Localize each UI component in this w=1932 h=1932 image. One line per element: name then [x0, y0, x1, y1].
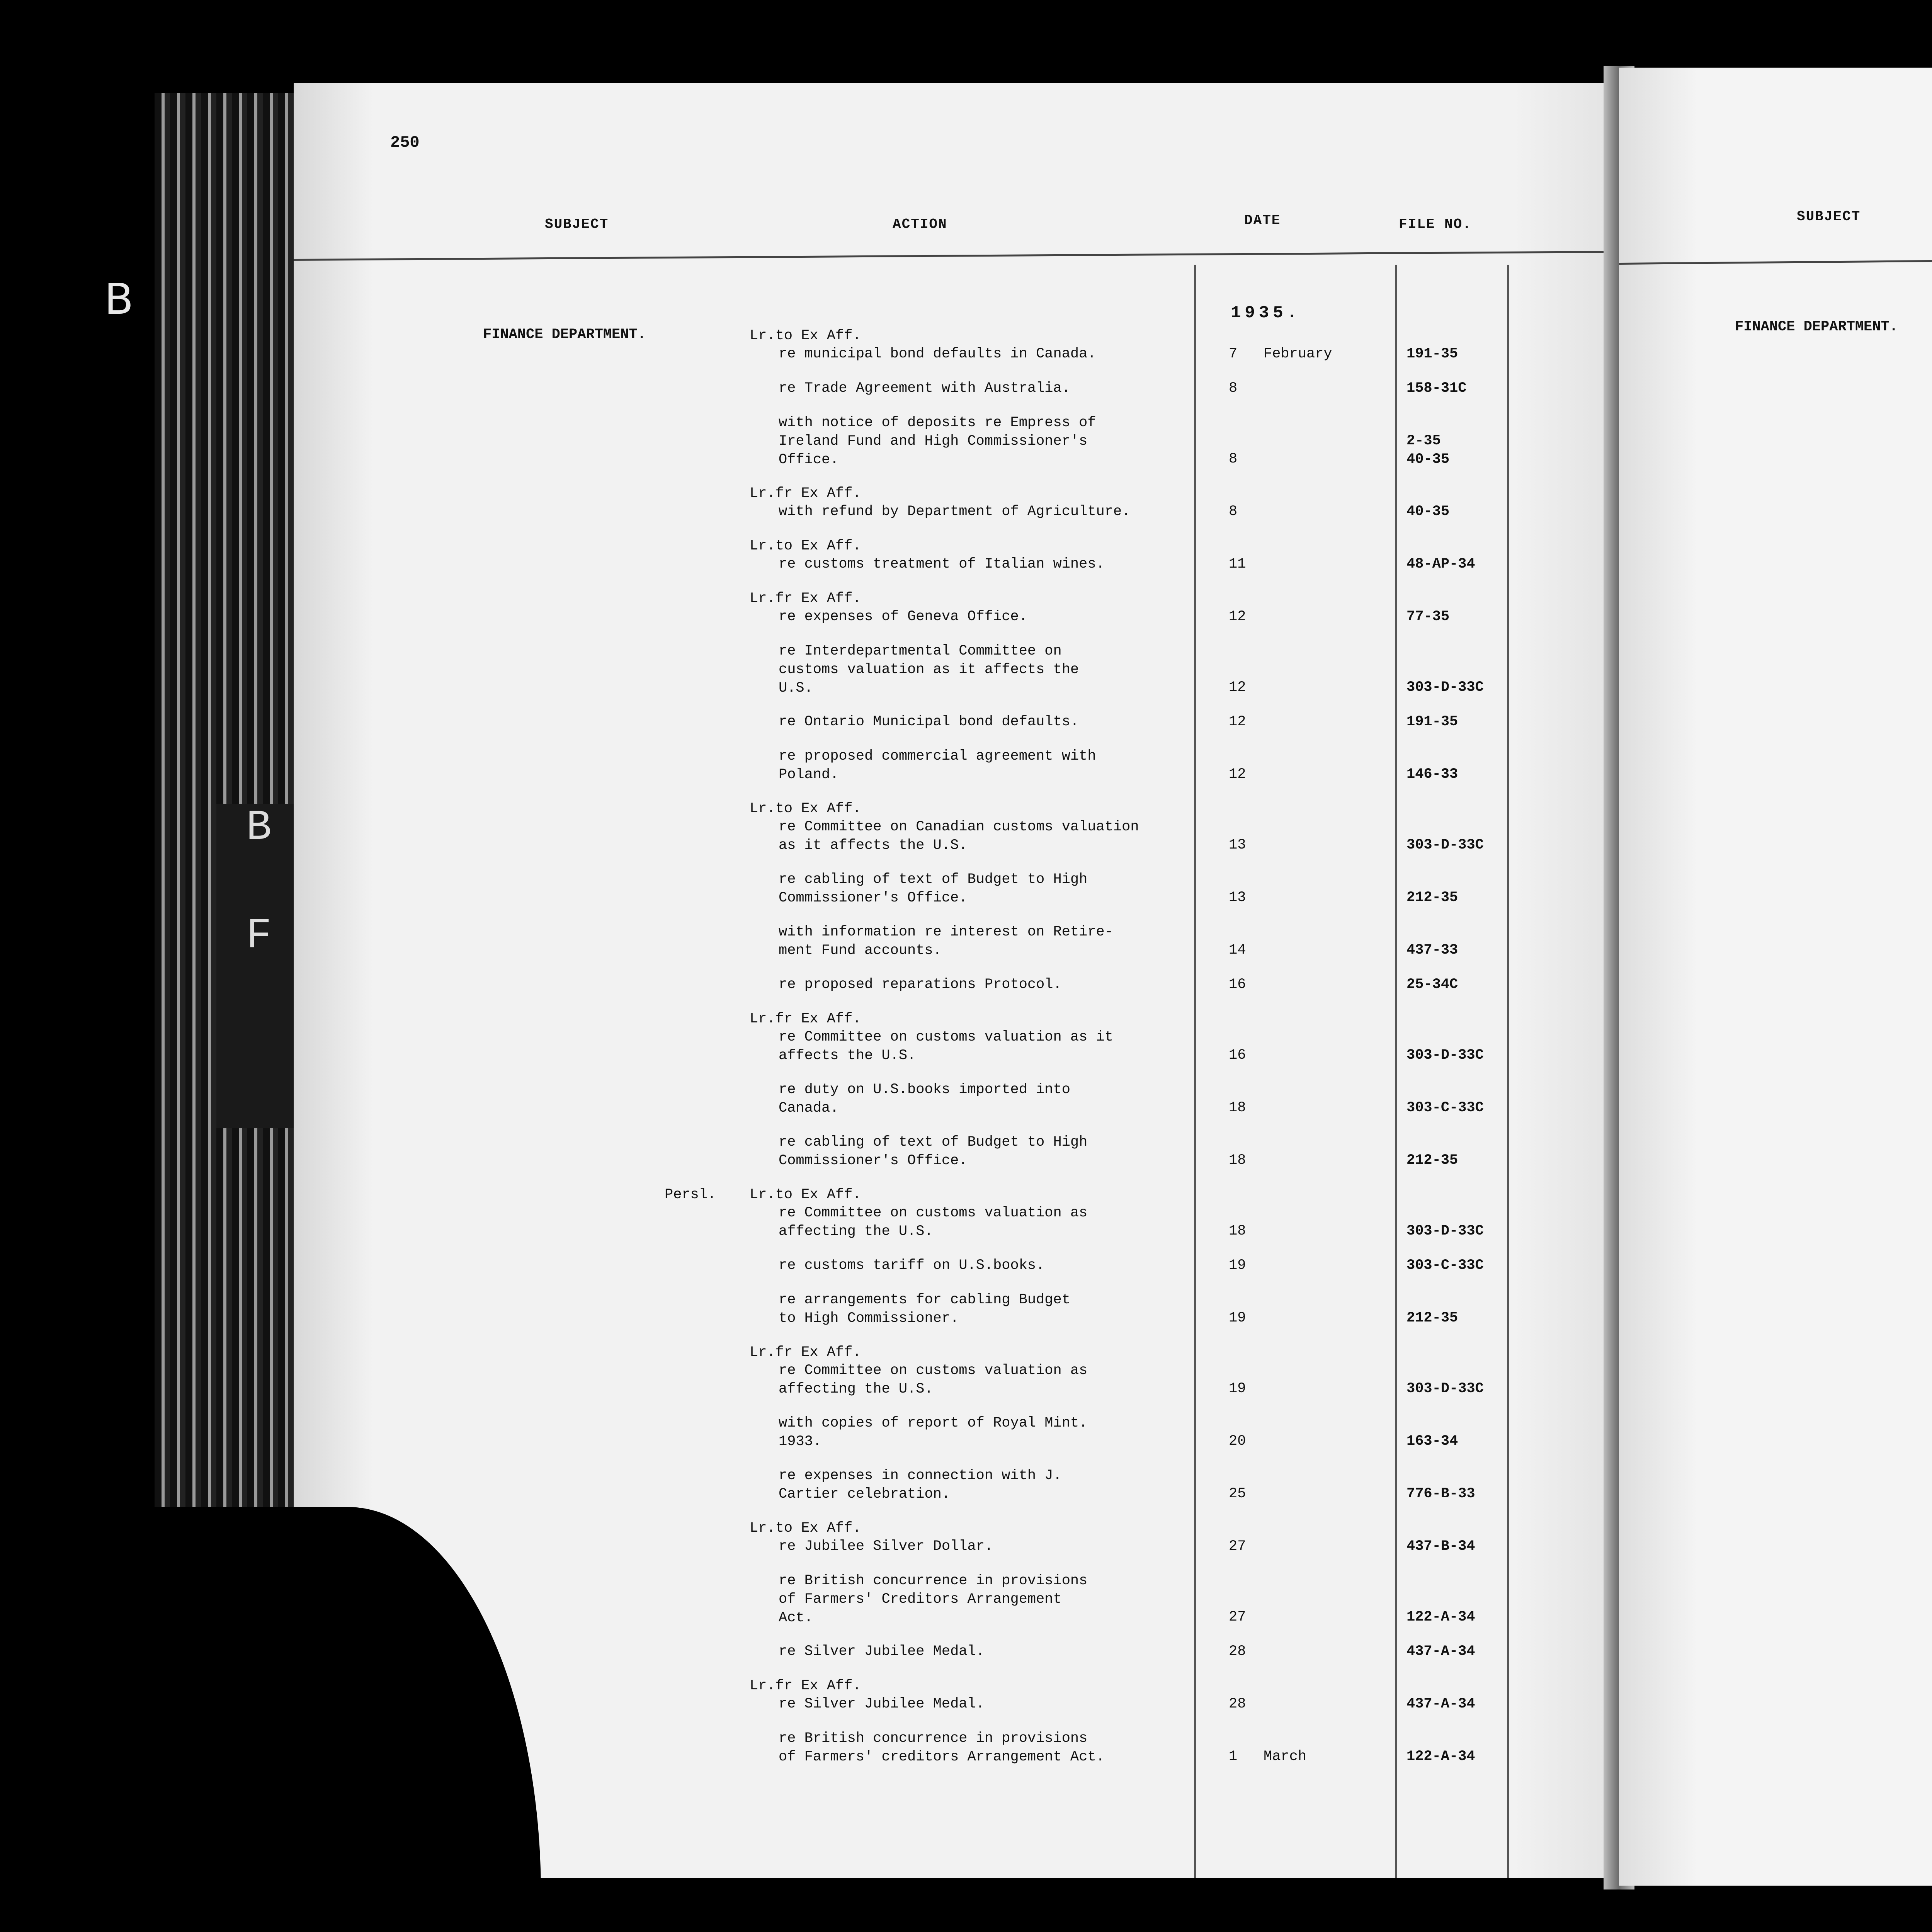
entry-action: re duty on U.S.books imported into Canada.	[779, 1082, 1070, 1116]
entry-file-no: 303-D-33C	[1406, 679, 1484, 696]
entry-file-no: 158-31C	[1406, 380, 1467, 396]
ledger-entry	[1619, 1394, 1932, 1412]
ledger-entry	[294, 642, 1619, 696]
header-file-no: FILE NO.	[1399, 216, 1472, 232]
entry-action: re cabling of text of Budget to High Commissioner's Office.	[779, 871, 1088, 906]
entry-day: 18	[1229, 1100, 1246, 1116]
index-tab-b: B	[216, 804, 301, 939]
entry-action: re British concurrence in provisions of Farmers' Creditors Arrangement Act.	[779, 1573, 1088, 1626]
ledger-entry	[1619, 1008, 1932, 1026]
entry-action: with refund by Department of Agriculture.	[779, 503, 1131, 520]
entry-day: 19	[1229, 1257, 1246, 1274]
ledger-entry	[1619, 973, 1932, 991]
entry-day: 12	[1229, 679, 1246, 696]
subject-heading: FINANCE DEPARTMENT.	[1735, 319, 1898, 335]
ledger-entry	[1619, 1323, 1932, 1377]
subject-heading: FINANCE DEPARTMENT.	[483, 327, 646, 343]
entry-day: 12	[1229, 766, 1246, 782]
entry-correspondence: Lr.fr Ex Aff.	[750, 590, 861, 607]
header-rule	[294, 251, 1619, 261]
ledger-entry	[1619, 939, 1932, 956]
year-heading: 1935.	[1231, 303, 1301, 323]
entry-file-no: 437-A-34	[1406, 1643, 1475, 1660]
entry-correspondence: Lr.to Ex Aff.	[750, 801, 861, 817]
ledger-entry	[1619, 1534, 1932, 1569]
entry-action: re Committee on customs valuation as affecting the U.S.	[779, 1362, 1088, 1397]
ledger-entry	[294, 1466, 1619, 1503]
ledger-entry	[294, 747, 1619, 783]
entry-file-no: 191-35	[1406, 714, 1458, 730]
index-tab-f: F	[216, 912, 301, 1128]
ledger-entry	[294, 1571, 1619, 1626]
ledger-entry	[1619, 1236, 1932, 1254]
entry-month: February	[1264, 346, 1332, 362]
entry-day: 16	[1229, 976, 1246, 993]
entry-file-no: 40-35	[1406, 503, 1450, 520]
entry-file-no: 191-35	[1406, 346, 1458, 362]
entry-month: March	[1264, 1748, 1307, 1765]
entry-file-no: 212-35	[1406, 1310, 1458, 1326]
entry-action: re Jubilee Silver Dollar.	[779, 1538, 993, 1554]
ledger-entry	[1619, 1709, 1932, 1745]
entry-day: 13	[1229, 837, 1246, 853]
entry-action: re British concurrence in provisions of Farmers' creditors Arrangement Act.	[779, 1730, 1105, 1765]
entry-day: 8	[1229, 503, 1238, 520]
entry-day: 18	[1229, 1223, 1246, 1239]
entry-file-no: 122-A-34	[1406, 1748, 1475, 1765]
entry-file-no: 437-33	[1406, 942, 1458, 958]
ledger-entry	[1619, 307, 1932, 343]
entry-action: re Committee on customs valuation as it affects the U.S.	[779, 1029, 1113, 1064]
entry-file-no: 212-35	[1406, 1152, 1458, 1168]
entry-file-no: 25-34C	[1406, 976, 1458, 993]
entry-file-no: 146-33	[1406, 766, 1458, 782]
entry-file-no: 776-B-33	[1406, 1486, 1475, 1502]
ledger-entry	[1619, 1429, 1932, 1446]
header-rule	[1619, 252, 1932, 265]
entry-file-no: 77-35	[1406, 609, 1450, 625]
entry-file-no: 122-A-34	[1406, 1609, 1475, 1625]
entry-file-no: 303-C-33C	[1406, 1257, 1484, 1274]
entry-file-no: 163-34	[1406, 1433, 1458, 1449]
entry-file-no: 303-D-33C	[1406, 1223, 1484, 1239]
ledger-entry	[1619, 728, 1932, 782]
ledger-entry	[294, 1080, 1619, 1117]
ledger-entry	[294, 1519, 1619, 1555]
entry-action: with notice of deposits re Empress of Ireland Fund and High Commissioner's Office.	[779, 415, 1096, 468]
entry-day: 25	[1229, 1486, 1246, 1502]
header-subject: SUBJECT	[1797, 209, 1861, 224]
entry-action: re proposed reparations Protocol.	[779, 976, 1062, 993]
ledger-entry	[1619, 904, 1932, 922]
entry-day: 18	[1229, 1152, 1246, 1168]
ledger-entry	[294, 1256, 1619, 1274]
entry-action: re Committee on customs valuation as affecting the U.S.	[779, 1205, 1088, 1240]
ledger-entry	[294, 713, 1619, 731]
ledger-entry	[1619, 1095, 1932, 1149]
entry-correspondence: Lr.fr Ex Aff.	[750, 1011, 861, 1027]
ledger-entry	[294, 975, 1619, 993]
entry-action: re Interdepartmental Committee on customs valuation as it affects the U.S.	[779, 643, 1079, 696]
ledger-entry	[294, 1185, 1619, 1240]
entry-day: 1	[1229, 1748, 1238, 1765]
ledger-entry	[1619, 623, 1932, 659]
entry-action: re expenses of Geneva Office.	[779, 609, 1027, 625]
entry-file-no: 303-D-33C	[1406, 1047, 1484, 1063]
entry-action: re customs tariff on U.S.books.	[779, 1257, 1045, 1274]
entry-action: re Trade Agreement with Australia.	[779, 380, 1070, 396]
header-subject: SUBJECT	[545, 216, 609, 232]
ledger-entry	[294, 923, 1619, 959]
entry-day: 13	[1229, 889, 1246, 906]
entry-correspondence: Lr.to Ex Aff.	[750, 328, 861, 344]
ledger-entry	[294, 870, 1619, 906]
page-number: 250	[390, 133, 420, 152]
ledger-entry	[1619, 1043, 1932, 1078]
entry-day: 12	[1229, 714, 1246, 730]
entry-file-no: 437-B-34	[1406, 1538, 1475, 1554]
entry-correspondence: Lr.fr Ex Aff.	[750, 1344, 861, 1361]
ledger-entry	[1619, 1166, 1932, 1219]
entry-file-no: 48-AP-34	[1406, 556, 1475, 572]
header-date: DATE	[1244, 213, 1281, 228]
ledger-entry	[294, 1291, 1619, 1327]
header-action: ACTION	[893, 216, 947, 232]
entry-action: re Committee on Canadian customs valuation as it affects the U.S.	[779, 819, 1139, 854]
ledger-entry	[294, 327, 1619, 363]
ledger-entry	[294, 1343, 1619, 1398]
entry-day: 28	[1229, 1696, 1246, 1712]
entry-correspondence: Lr.to Ex Aff.	[750, 538, 861, 554]
ledger-entry	[294, 1414, 1619, 1450]
stray-margin-mark: B	[104, 274, 134, 324]
entry-file-no: 212-35	[1406, 889, 1458, 906]
right-page	[1619, 68, 1932, 1886]
ledger-entry	[1619, 553, 1932, 606]
ledger-entry	[1619, 851, 1932, 887]
entry-action: re cabling of text of Budget to High Commissioner's Office.	[779, 1134, 1088, 1169]
entry-day: 14	[1229, 942, 1246, 958]
ledger-entry	[1619, 1586, 1932, 1639]
ledger-entry	[1619, 1656, 1932, 1692]
ledger-entry	[294, 379, 1619, 397]
ledger-entry	[1619, 360, 1932, 413]
entry-correspondence: Lr.fr Ex Aff.	[750, 485, 861, 502]
entry-day: 20	[1229, 1433, 1246, 1449]
ledger-entry	[1619, 676, 1932, 711]
entry-day: 28	[1229, 1643, 1246, 1660]
entry-action: with information re interest on Retire- ment Fund accounts.	[779, 924, 1113, 959]
entry-day: 11	[1229, 556, 1246, 572]
entry-day: 12	[1229, 609, 1246, 625]
entry-action: re Silver Jubilee Medal.	[779, 1643, 985, 1660]
entry-day: 7	[1229, 346, 1238, 362]
entry-action: re Ontario Municipal bond defaults.	[779, 714, 1079, 730]
entry-file-no: 437-A-34	[1406, 1696, 1475, 1712]
entry-action: re customs treatment of Italian wines.	[779, 556, 1105, 572]
ledger-entry	[294, 1010, 1619, 1064]
entry-day: 8	[1229, 380, 1238, 396]
entry-action: re municipal bond defaults in Canada.	[779, 346, 1096, 362]
entry-day: 8	[1229, 451, 1238, 467]
entry-day: 16	[1229, 1047, 1246, 1063]
entry-day: 27	[1229, 1538, 1246, 1554]
ledger-entry	[1619, 430, 1932, 466]
entry-file-no: 303-D-33C	[1406, 1381, 1484, 1397]
entry-action: re arrangements for cabling Budget to High Commissioner.	[779, 1292, 1070, 1327]
ledger-entry	[294, 799, 1619, 854]
entry-correspondence: Lr.to Ex Aff.	[750, 1187, 861, 1203]
ledger-entry	[1619, 483, 1932, 536]
entry-action: with copies of report of Royal Mint. 1933.	[779, 1415, 1088, 1450]
entry-day: 19	[1229, 1310, 1246, 1326]
entry-correspondence: Lr.to Ex Aff.	[750, 1520, 861, 1536]
left-page	[294, 83, 1619, 1878]
entry-day: 19	[1229, 1381, 1246, 1397]
entry-file-no: 2-35 40-35	[1406, 433, 1450, 468]
entry-correspondence: Lr.fr Ex Aff.	[750, 1678, 861, 1694]
ledger-entry	[1619, 1463, 1932, 1517]
entry-file-no: 303-D-33C	[1406, 837, 1484, 853]
ledger-entry	[1619, 1271, 1932, 1306]
ledger-entry	[294, 1133, 1619, 1169]
entry-action: re proposed commercial agreement with Poland.	[779, 748, 1096, 783]
entry-note: Persl.	[665, 1187, 716, 1203]
entry-action: re Silver Jubilee Medal.	[779, 1696, 985, 1712]
entry-action: re expenses in connection with J. Cartier celebration.	[779, 1468, 1062, 1502]
ledger-entry	[294, 484, 1619, 520]
ledger-entry	[1619, 1762, 1932, 1797]
ledger-entry	[294, 413, 1619, 468]
entry-day: 27	[1229, 1609, 1246, 1625]
ledger-entry	[294, 589, 1619, 626]
entry-file-no: 303-C-33C	[1406, 1100, 1484, 1116]
ledger-entry	[294, 537, 1619, 573]
ledger-entry	[1619, 799, 1932, 834]
